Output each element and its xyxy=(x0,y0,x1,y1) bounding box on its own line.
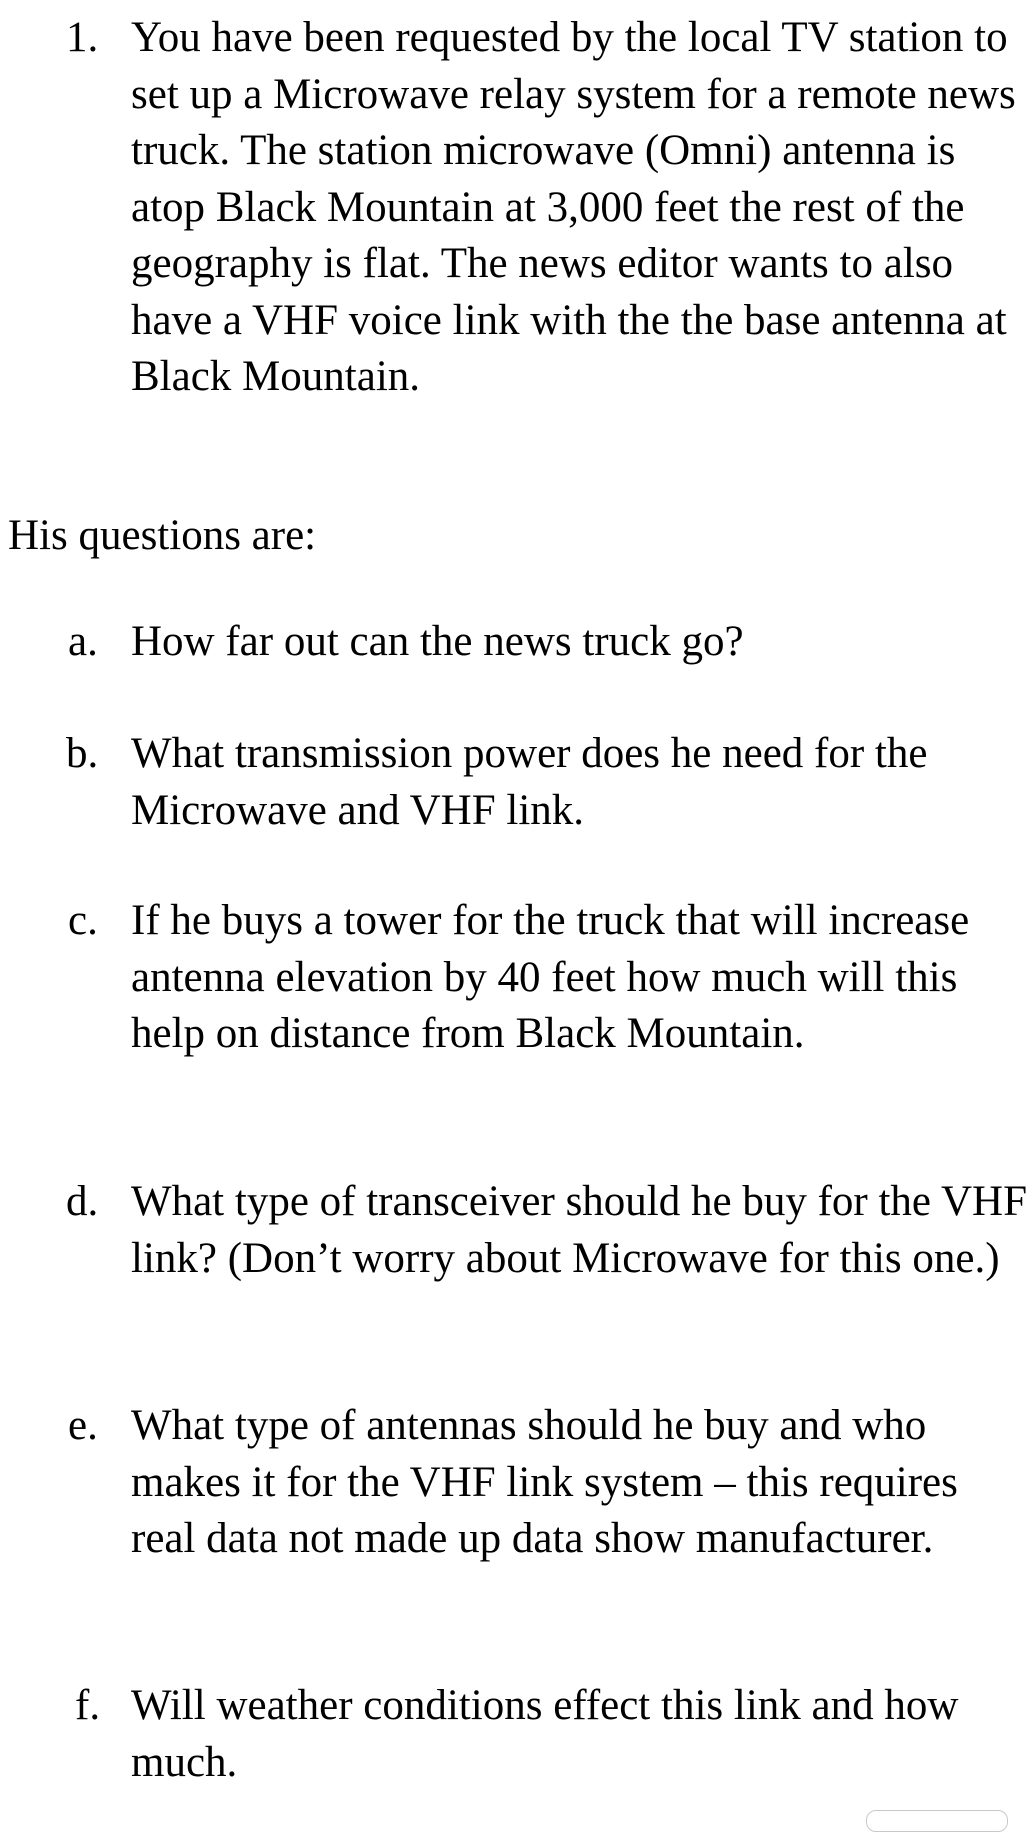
question-letter: d. xyxy=(66,1178,99,1225)
problem-number: 1. xyxy=(66,14,99,61)
questions-heading: His questions are: xyxy=(8,512,317,559)
problem-text: You have been requested by the local TV station to set up a Microwave relay system for a remote news truck. The station microwave (Omni) antenna is atop Black Mountain at 3,000 feet the rest of the geography is flat. The news editor wants to also have a VHF voice link with the the base antenna at Black Mountain. xyxy=(131,14,1016,400)
question-text: What type of transceiver should he buy for the VHF link? (Don’t worry about Microwave for this one.) xyxy=(131,1178,1028,1282)
page-corner-tab[interactable] xyxy=(866,1810,1008,1832)
question-letter: c. xyxy=(68,897,98,944)
question-text: If he buys a tower for the truck that will increase antenna elevation by 40 feet how much will this help on distance from Black Mountain. xyxy=(131,897,970,1057)
question-letter: a. xyxy=(68,618,98,665)
question-text: What transmission power does he need for the Microwave and VHF link. xyxy=(131,730,928,834)
question-text: Will weather conditions effect this link and how much. xyxy=(131,1682,959,1786)
question-text: How far out can the news truck go? xyxy=(131,618,744,665)
question-letter: f. xyxy=(75,1682,101,1729)
question-letter: e. xyxy=(68,1402,98,1449)
question-text: What type of antennas should he buy and who makes it for the VHF link system – this requires real data not made up data show manufacturer. xyxy=(131,1402,958,1562)
question-letter: b. xyxy=(66,730,99,777)
